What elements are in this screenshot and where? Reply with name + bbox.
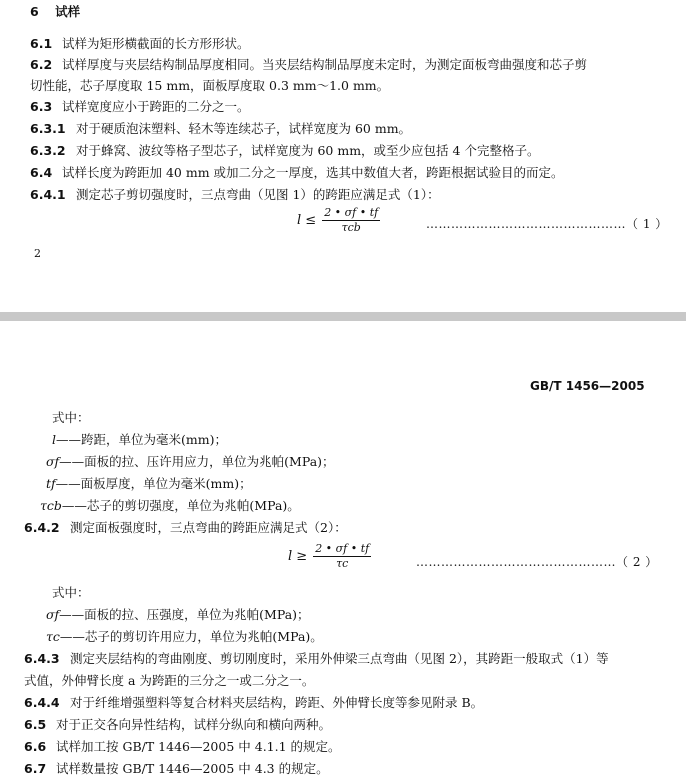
formula-1-numerator: 2 • σf • tf bbox=[324, 206, 379, 219]
clause-6-4-1: 6.4.1 测定芯子剪切强度时，三点弯曲（见图 1）的跨距应满足式（1）： bbox=[30, 187, 440, 202]
clause-6-4-4: 6.4.4 对于纤维增强塑料等复合材料夹层结构，跨距、外伸臂长度等参见附录 B。 bbox=[24, 695, 484, 710]
where-item: l——跨距，单位为毫米(mm)； bbox=[52, 432, 227, 447]
clause-6-4: 6.4 试样长度为跨距加 40 mm 或加二分之一厚度，选其中数值大者，跨距根据试验目的而定。 bbox=[30, 165, 564, 180]
section-number: 6 bbox=[30, 4, 39, 19]
formula-1-denominator: τcb bbox=[341, 221, 361, 234]
clause-6-4-2: 6.4.2 测定面板强度时，三点弯曲的跨距应满足式（2）： bbox=[24, 520, 347, 535]
document-page-1 bbox=[0, 0, 686, 312]
clause-6-6: 6.6 试样加工按 GB/T 1446—2005 中 4.1.1 的规定。 bbox=[24, 739, 341, 754]
section-heading bbox=[30, 4, 80, 20]
clause-6-1: 6.1 试样为矩形横截面的长方形形状。 bbox=[30, 36, 250, 51]
formula-1-label: …………………………………………（ 1 ） bbox=[426, 217, 668, 231]
standard-id: GB/T 1456—2005 bbox=[530, 379, 645, 393]
clause-6-3-2: 6.3.2 对于蜂窝、波纹等格子型芯子，试样宽度为 60 mm，或至少应包括 4 个完整格子。 bbox=[30, 143, 540, 158]
where-item: σf——面板的拉、压许用应力，单位为兆帕(MPa)； bbox=[46, 454, 335, 469]
clause-6-3-1: 6.3.1 对于硬质泡沫塑料、轻木等连续芯子，试样宽度为 60 mm。 bbox=[30, 121, 412, 136]
section-title: 试样 bbox=[55, 4, 81, 19]
where-label-2: 式中： bbox=[52, 585, 90, 600]
formula-2-label: …………………………………………（ 2 ） bbox=[416, 555, 658, 569]
where-label-1: 式中： bbox=[52, 410, 90, 425]
where-item: τc——芯子的剪切许用应力，单位为兆帕(MPa)。 bbox=[46, 629, 323, 644]
formula-2-numerator: 2 • σf • tf bbox=[315, 542, 370, 555]
where-item: σf——面板的拉、压强度，单位为兆帕(MPa)； bbox=[46, 607, 310, 622]
clause-6-7: 6.7 试样数量按 GB/T 1446—2005 中 4.3 的规定。 bbox=[24, 761, 329, 776]
formula-1: l ≤ $\frac{2 • \sigma f • tf}{\text{τcb}}$ bbox=[297, 206, 379, 234]
page-number: 2 bbox=[34, 247, 41, 260]
formula-2-denominator: τc bbox=[336, 557, 349, 570]
clause-6-4-3: 6.4.3 测定夹层结构的弯曲刚度、剪切刚度时，采用外伸梁三点弯曲（见图 2），其跨距一般取式（1）等 bbox=[24, 651, 609, 666]
where-item: tf——面板厚度，单位为毫米(mm)； bbox=[46, 476, 252, 491]
clause-6-2-cont: 切性能，芯子厚度取 15 mm，面板厚度取 0.3 mm～1.0 mm。 bbox=[30, 78, 390, 93]
page-separator bbox=[0, 312, 686, 321]
clause-6-3: 6.3 试样宽度应小于跨距的二分之一。 bbox=[30, 99, 250, 114]
clause-6-4-3-cont: 式值，外伸臂长度 a 为跨距的三分之一或二分之一。 bbox=[24, 673, 315, 688]
clause-6-2: 6.2 试样厚度与夹层结构制品厚度相同。当夹层结构制品厚度未定时，为测定面板弯曲强度和芯子剪 bbox=[30, 57, 588, 72]
document-page-2 bbox=[0, 321, 686, 780]
where-item: τcb——芯子的剪切强度，单位为兆帕(MPa)。 bbox=[40, 498, 300, 513]
clause-6-5: 6.5 对于正交各向异性结构，试样分纵向和横向两种。 bbox=[24, 717, 332, 732]
formula-2: l ≥ $\frac{2 • \sigma f • tf}{\tau c}$ bbox=[288, 542, 370, 570]
